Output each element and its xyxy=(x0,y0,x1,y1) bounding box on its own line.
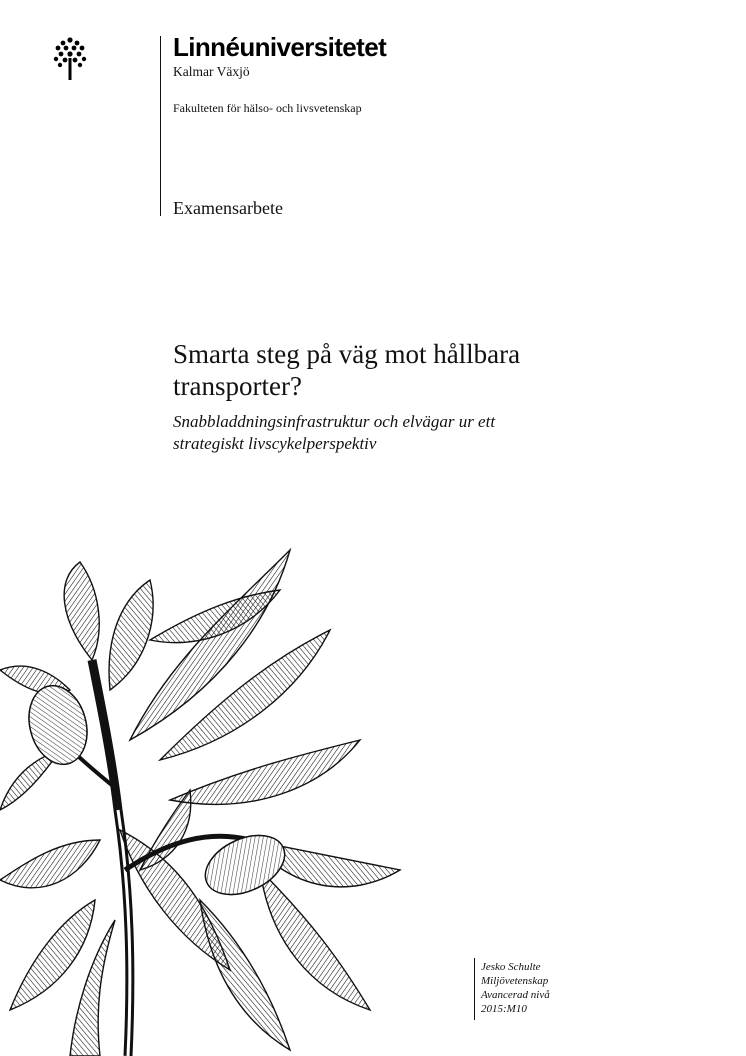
author-name: Jesko Schulte xyxy=(481,961,541,973)
document-type: Examensarbete xyxy=(173,198,283,218)
author-info xyxy=(481,960,550,1016)
thesis-subtitle xyxy=(173,411,633,455)
campus-names: Kalmar Växjö xyxy=(173,64,250,79)
thesis-title xyxy=(173,338,633,402)
subject-area: Miljövetenskap xyxy=(481,975,549,987)
report-number: 2015:M10 xyxy=(481,1003,527,1015)
faculty-name: Fakulteten för hälso- och livsvetenskap xyxy=(173,101,362,115)
thesis-subtitle-line: strategiskt livscykelperspektiv xyxy=(173,434,377,453)
thesis-subtitle-line: Snabbladdningsinfrastruktur och elvägar ur ett xyxy=(173,412,496,431)
thesis-title-line: Smarta steg på väg mot hållbara xyxy=(173,339,521,369)
thesis-title-line: transporter? xyxy=(173,371,302,401)
meta-divider xyxy=(474,958,475,1020)
botanical-plant-illustration xyxy=(0,540,420,1056)
tree-logo-icon xyxy=(52,36,88,80)
study-level: Avancerad nivå xyxy=(481,989,550,1001)
university-name: Linnéuniversitetet xyxy=(173,32,387,62)
header-divider xyxy=(160,36,161,216)
